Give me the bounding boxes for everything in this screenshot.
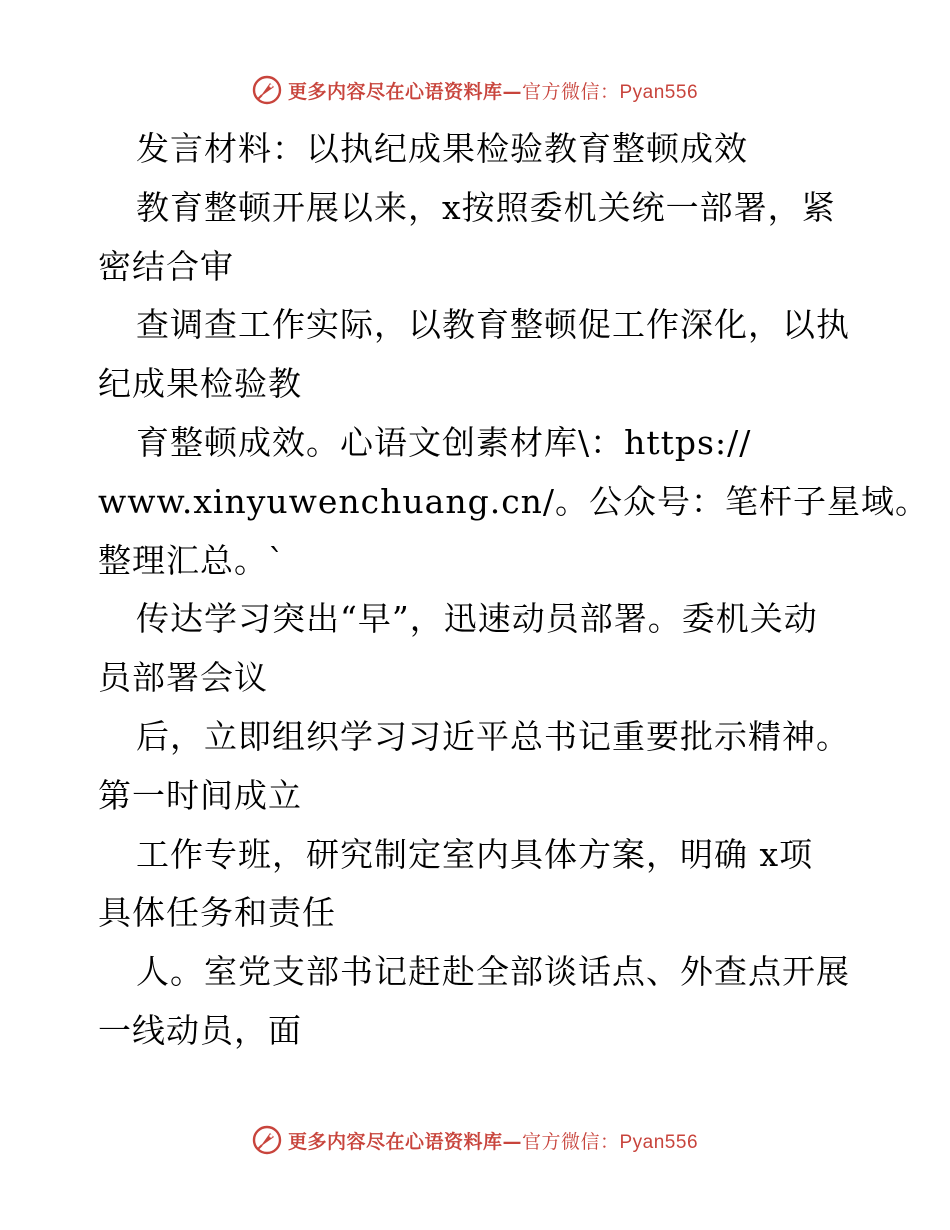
document-title: 发言材料：以执纪成果检验教育整顿成效 [136, 129, 748, 168]
pen-nib-icon [252, 75, 282, 105]
watermark-dash: — [502, 1130, 522, 1153]
watermark-brand: 更多内容尽在心语资料库 [287, 1130, 503, 1153]
paragraph-line: 教育整顿开展以来，x按照委机关统一部署，紧 [136, 187, 836, 227]
watermark-contact: 官方微信：Pyan556 [522, 1131, 699, 1153]
paragraph-line: 工作专班，研究制定室内具体方案，明确 x项 [136, 834, 814, 874]
paragraph-line: 密结合审 [98, 246, 234, 286]
document-body [98, 120, 930, 1061]
pen-nib-icon [252, 1125, 282, 1155]
header-watermark [0, 70, 950, 110]
paragraph-line: 传达学习突出“早”，迅速动员部署。委机关动 [136, 599, 818, 639]
paragraph-line: 第一时间成立 [98, 775, 302, 815]
watermark-brand: 更多内容尽在心语资料库 [287, 80, 503, 103]
footer-watermark [0, 1120, 950, 1160]
paragraph-line: 具体任务和责任 [98, 893, 336, 933]
paragraph-line: 人。室党支部书记赶赴全部谈话点、外查点开展 [136, 952, 850, 992]
watermark-dash: — [502, 80, 522, 103]
paragraph-line: 纪成果检验教 [98, 364, 302, 404]
paragraph-line: 一线动员，面 [98, 1010, 302, 1050]
paragraph-line: 育整顿成效。心语文创素材库\：https:// [136, 422, 752, 462]
paragraph-line: 查调查工作实际，以教育整顿促工作深化，以执 [136, 305, 850, 345]
watermark-contact: 官方微信：Pyan556 [522, 81, 699, 103]
paragraph-line: 整理汇总。` [98, 540, 286, 580]
paragraph-line: 员部署会议 [98, 658, 268, 698]
paragraph-line: www.xinyuwenchuang.cn/。公众号：笔杆子星域。 [98, 481, 930, 521]
paragraph-line: 后，立即组织学习习近平总书记重要批示精神。 [136, 716, 850, 756]
